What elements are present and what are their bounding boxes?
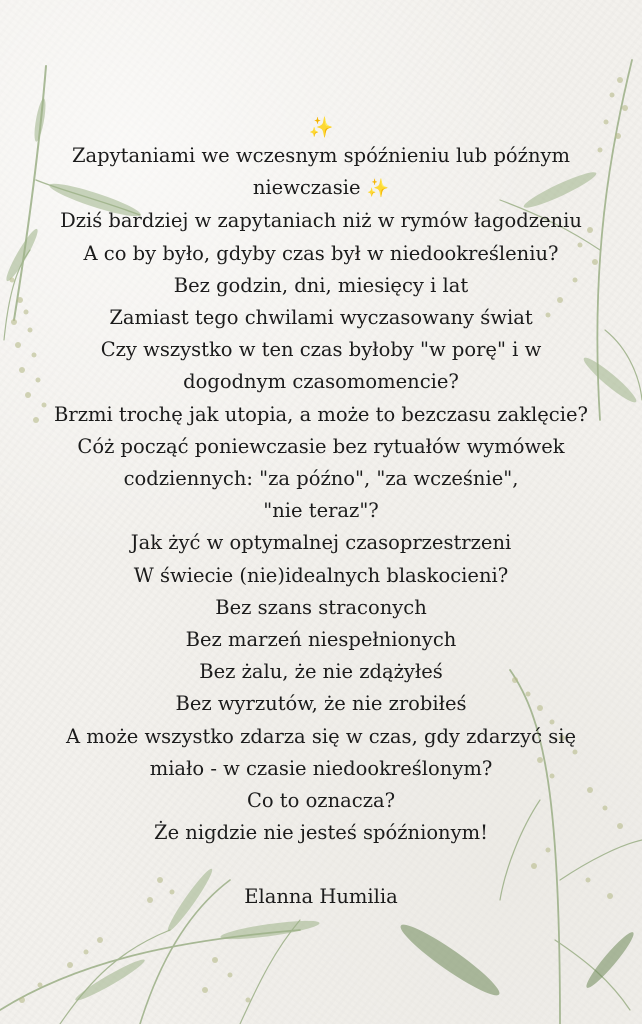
- poem-line-16: Bez marzeń niespełnionych: [185, 628, 457, 652]
- poem-line-7: Czy wszystko w ten czas byłoby "w porę" i w: [100, 338, 542, 362]
- poem-author: Elanna Humilia: [244, 885, 398, 909]
- poem-line-3: Dziś bardziej w zapytaniach niż w rymów łagodzeniu: [60, 209, 582, 233]
- poem-line-8: dogodnym czasomomencie?: [183, 370, 459, 394]
- poem-line-17: Bez żalu, że nie zdążyłeś: [199, 660, 443, 684]
- poem-line-2: [0, 172, 642, 205]
- poem-block: [0, 114, 642, 914]
- poem-line-6: Zamiast tego chwilami wyczasowany świat: [109, 306, 533, 330]
- poem-line-14: W świecie (nie)idealnych blaskocieni?: [133, 563, 509, 587]
- sparkle-icon: ✨: [308, 115, 334, 139]
- poem-line-4: A co by było, gdyby czas był w niedookreśleniu?: [83, 241, 559, 265]
- poem-line-2-text: niewczasie: [252, 176, 361, 200]
- poem-line-19: A może wszystko zdarza się w czas, gdy zdarzyć się: [65, 724, 577, 748]
- poem-line-20: miało - w czasie niedookreślonym?: [149, 756, 493, 780]
- sparkle-icon: ✨: [366, 178, 390, 200]
- poem-line-11: codziennych: "za późno", "za wcześnie",: [123, 467, 519, 491]
- poem-line-5: Bez godzin, dni, miesięcy i lat: [173, 273, 469, 297]
- poem-line-9: Brzmi trochę jak utopia, a może to bezczasu zaklęcie?: [54, 402, 588, 426]
- poem-line-22: Że nigdzie nie jesteś spóźnionym!: [154, 821, 488, 845]
- poem-line-1: Zapytaniami we wczesnym spóźnieniu lub późnym: [71, 144, 571, 167]
- poem-line-15: Bez szans straconych: [215, 595, 427, 619]
- poem-line-10: Cóż począć poniewczasie bez rytuałów wymówek: [77, 434, 565, 458]
- poem-line-12: "nie teraz"?: [263, 499, 379, 523]
- poem-line-13: Jak żyć w optymalnej czasoprzestrzeni: [130, 531, 512, 555]
- poem-line-21: Co to oznacza?: [246, 789, 396, 813]
- poem-line-18: Bez wyrzutów, że nie zrobiłeś: [175, 692, 467, 716]
